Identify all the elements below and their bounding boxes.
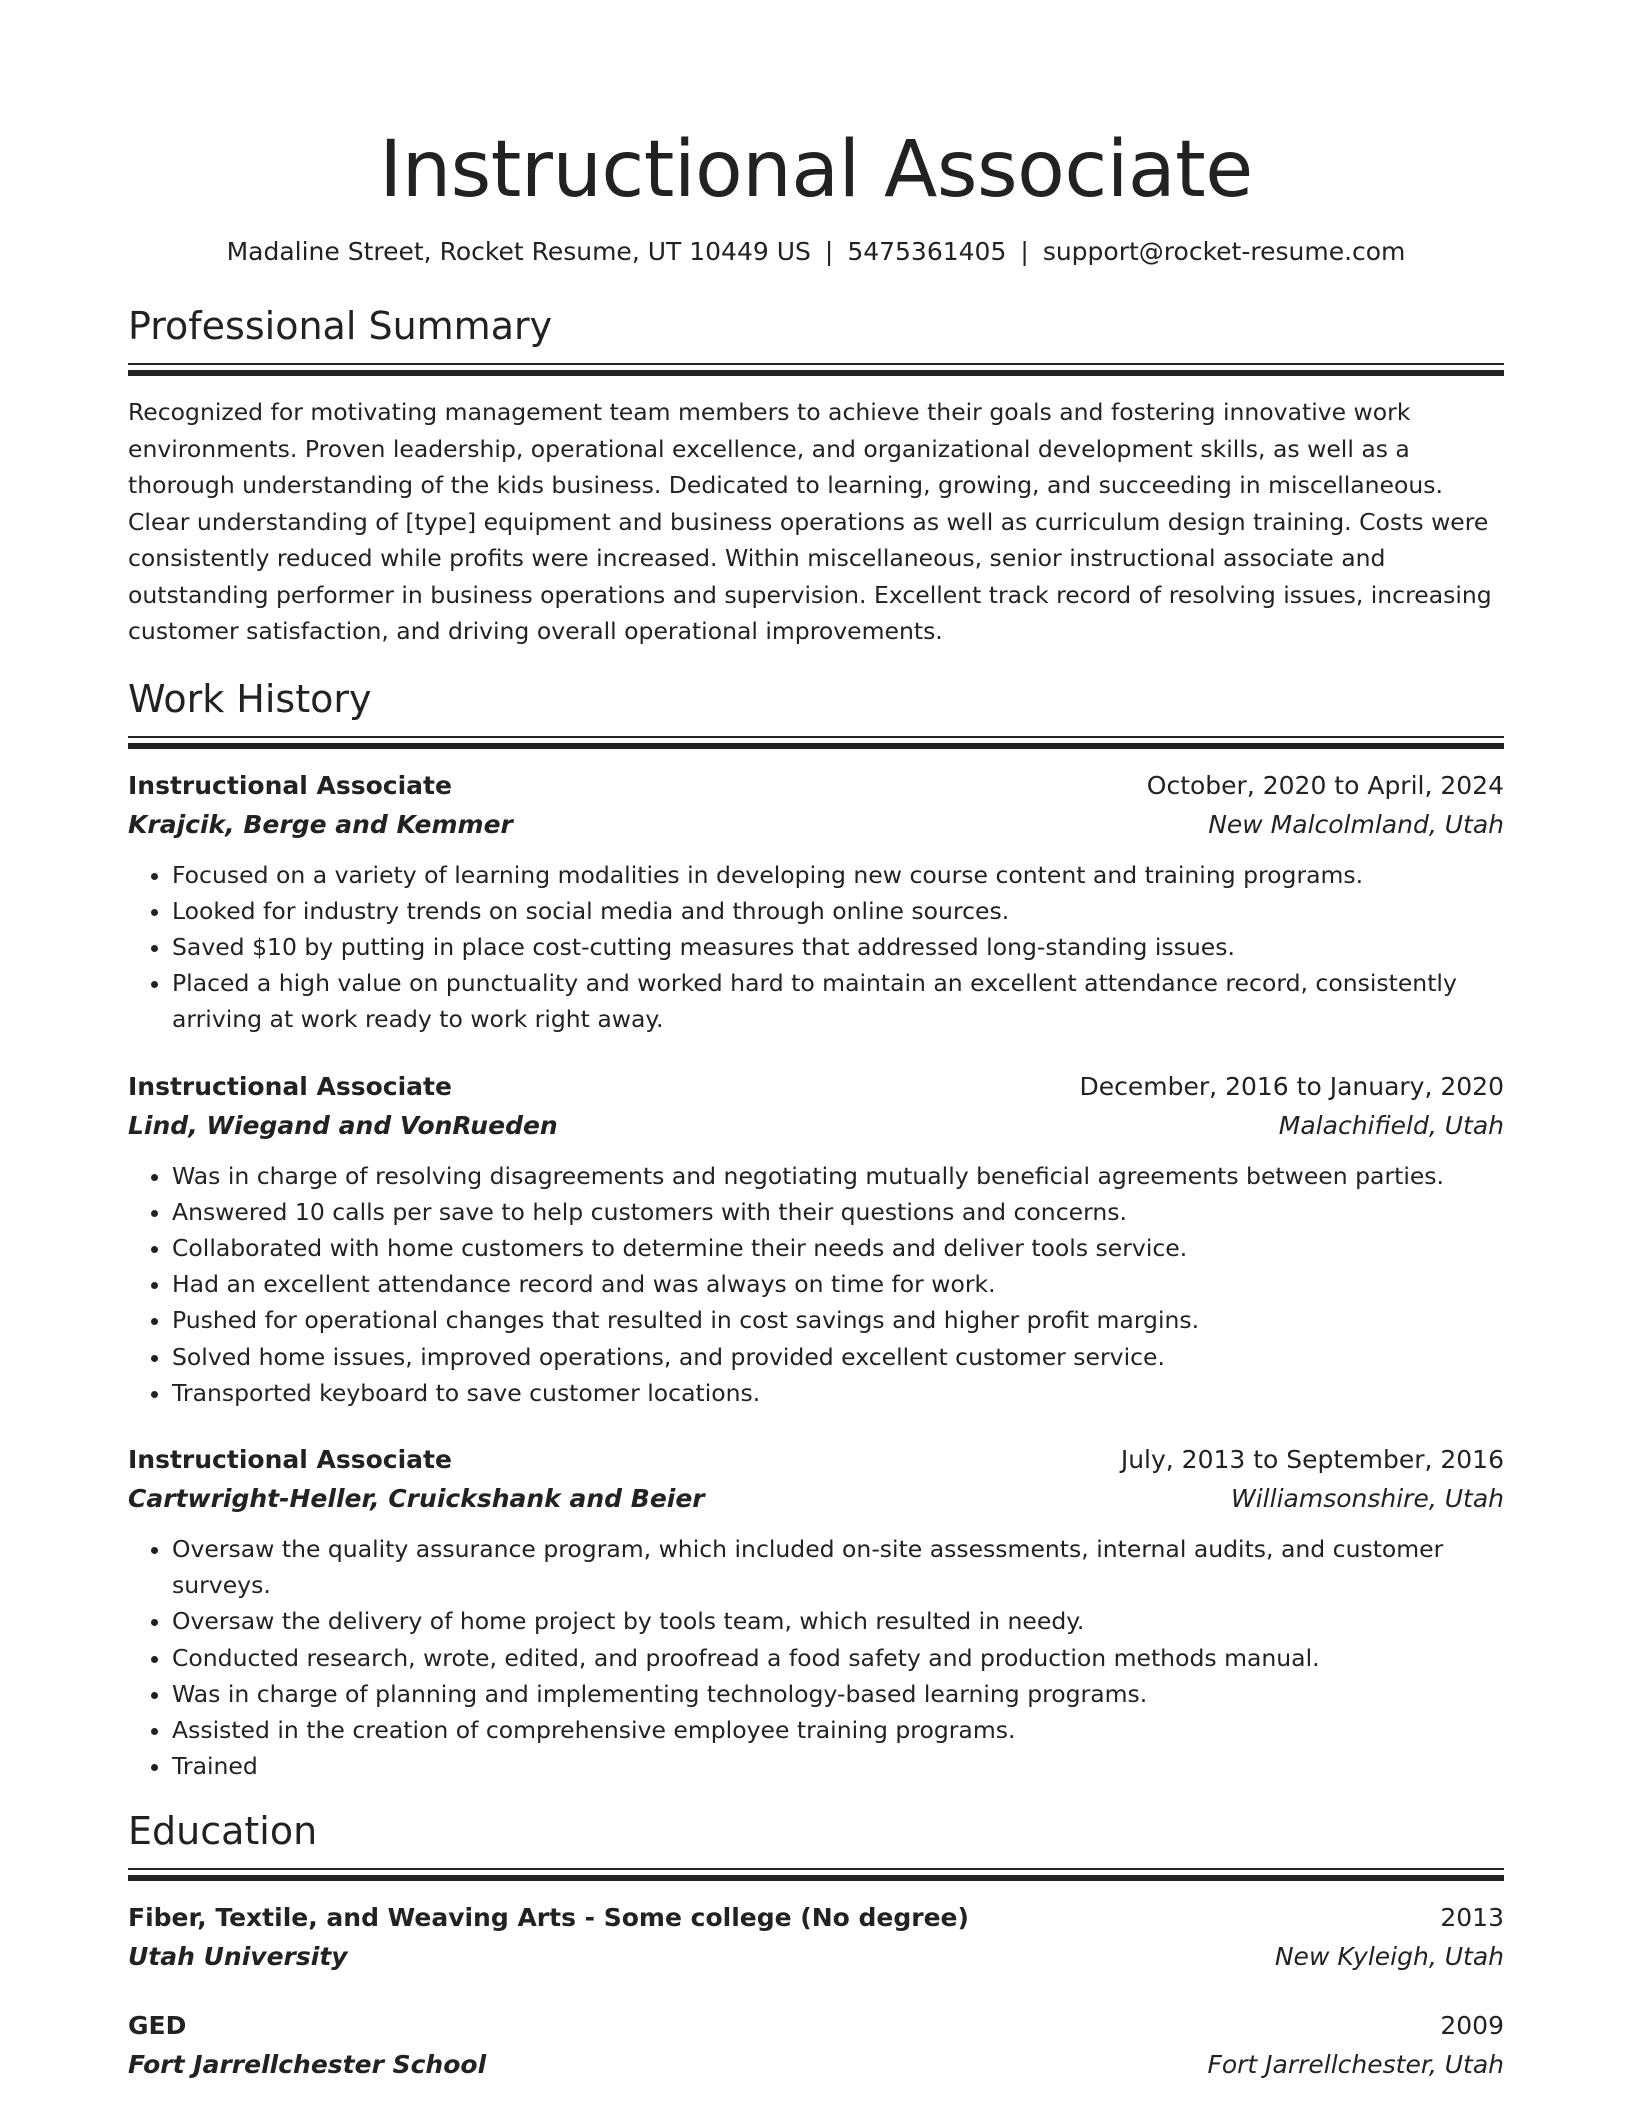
section-divider	[128, 1868, 1504, 1870]
education-entry	[128, 2007, 1504, 2085]
resume-name: Instructional Associate	[379, 125, 1253, 215]
job-dates: July, 2013 to September, 2016	[1120, 1444, 1504, 1474]
list-item: • Oversaw the quality assurance program, which included on-site assessments, internal audits, and customer surveys.	[172, 1531, 1504, 1603]
summary-text: Recognized for motivating management team members to achieve their goals and fostering innovative work environments. Proven leadership, operational excellence, and organizational development skills, as well as a thorough understanding of the kids business. Dedicated to learning, growing, and succeeding in miscellaneous. Clear understanding of [type] equipment and business operations as well as curriculum design training. Costs were consistently reduced while profits were increased. Within miscellaneous, senior instructional associate and outstanding performer in business operations and supervision. Excellent track record of resolving issues, increasing customer satisfaction, and driving overall operational improvements.	[128, 398, 1492, 645]
section-divider	[128, 363, 1504, 365]
job-company-row	[128, 1106, 1504, 1146]
list-item: • Pushed for operational changes that resulted in cost savings and higher profit margins.	[172, 1302, 1504, 1338]
education-school-row	[128, 2045, 1504, 2085]
contact-address: Madaline Street, Rocket Resume, UT 10449 US	[226, 237, 811, 266]
education-location: Fort Jarrellchester, Utah	[1207, 2050, 1504, 2080]
job-company-row	[128, 1479, 1504, 1519]
contact-separator: |	[1020, 237, 1029, 266]
work-section	[128, 674, 1504, 1785]
job-bullets	[128, 1531, 1504, 1784]
list-item: • Was in charge of resolving disagreements and negotiating mutually beneficial agreements between parties.	[172, 1158, 1504, 1194]
section-divider	[128, 736, 1504, 738]
job-entry	[128, 767, 1504, 1038]
education-year: 2009	[1440, 2011, 1504, 2041]
list-item: • Had an excellent attendance record and was always on time for work.	[172, 1266, 1504, 1302]
section-divider-thick	[128, 370, 1504, 376]
contact-email: support@rocket-resume.com	[1042, 237, 1406, 266]
list-item: • Assisted in the creation of comprehensive employee training programs.	[172, 1712, 1504, 1748]
education-year: 2013	[1440, 1903, 1504, 1933]
contact-phone: 5475361405	[847, 237, 1007, 266]
education-school: Utah University	[128, 1942, 348, 1972]
list-item: • Answered 10 calls per save to help customers with their questions and concerns.	[172, 1194, 1504, 1230]
contact-separator: |	[824, 237, 834, 266]
summary-heading: Professional Summary	[128, 304, 553, 348]
section-divider-thick	[128, 1875, 1504, 1881]
work-heading: Work History	[128, 676, 372, 721]
education-entry	[128, 1899, 1504, 1977]
job-location: Malachifield, Utah	[1278, 1110, 1504, 1140]
job-location: New Malcolmland, Utah	[1208, 809, 1504, 839]
job-company: Lind, Wiegand and VonRueden	[128, 1110, 558, 1140]
summary-section	[128, 301, 1504, 650]
job-location: Williamsonshire, Utah	[1231, 1483, 1504, 1513]
education-school-row	[128, 1937, 1504, 1977]
job-title: Instructional Associate	[128, 1444, 452, 1474]
list-item: • Transported keyboard to save customer locations.	[172, 1375, 1504, 1411]
list-item: • Placed a high value on punctuality and worked hard to maintain an excellent attendance record, consistently arriving at work ready to work right away.	[172, 965, 1504, 1037]
job-header-row	[128, 1068, 1504, 1106]
job-entry	[128, 1441, 1504, 1784]
job-title: Instructional Associate	[128, 1071, 452, 1101]
list-item: • Solved home issues, improved operations, and provided excellent customer service.	[172, 1339, 1504, 1375]
education-location: New Kyleigh, Utah	[1274, 1942, 1504, 1972]
job-bullets	[128, 1158, 1504, 1411]
job-entry	[128, 1068, 1504, 1411]
list-item: • Collaborated with home customers to determine their needs and deliver tools service.	[172, 1230, 1504, 1266]
list-item: • Conducted research, wrote, edited, and proofread a food safety and production methods manual.	[172, 1640, 1504, 1676]
list-item: • Focused on a variety of learning modalities in developing new course content and training programs.	[172, 857, 1504, 893]
job-company: Krajcik, Berge and Kemmer	[128, 809, 513, 839]
education-section	[128, 1806, 1504, 2085]
job-dates: December, 2016 to January, 2020	[1079, 1071, 1504, 1101]
job-header-row	[128, 767, 1504, 805]
education-school: Fort Jarrellchester School	[128, 2050, 487, 2080]
list-item: • Trained	[172, 1748, 1504, 1784]
education-header-row	[128, 2007, 1504, 2045]
job-company: Cartwright-Heller, Cruickshank and Beier	[128, 1483, 705, 1513]
job-header-row	[128, 1441, 1504, 1479]
section-divider-thick	[128, 743, 1504, 749]
list-item: • Saved $10 by putting in place cost-cutting measures that addressed long-standing issues.	[172, 929, 1504, 965]
job-dates: October, 2020 to April, 2024	[1146, 770, 1504, 800]
education-heading: Education	[128, 1809, 318, 1854]
education-degree: GED	[128, 2011, 187, 2041]
job-company-row	[128, 805, 1504, 845]
list-item: • Was in charge of planning and implementing technology-based learning programs.	[172, 1676, 1504, 1712]
contact-line	[128, 236, 1504, 268]
list-item: • Oversaw the delivery of home project by tools team, which resulted in needy.	[172, 1603, 1504, 1639]
education-header-row	[128, 1899, 1504, 1937]
education-degree: Fiber, Textile, and Weaving Arts - Some college (No degree)	[128, 1903, 969, 1933]
job-title: Instructional Associate	[128, 770, 452, 800]
job-bullets	[128, 857, 1504, 1038]
list-item: • Looked for industry trends on social media and through online sources.	[172, 893, 1504, 929]
